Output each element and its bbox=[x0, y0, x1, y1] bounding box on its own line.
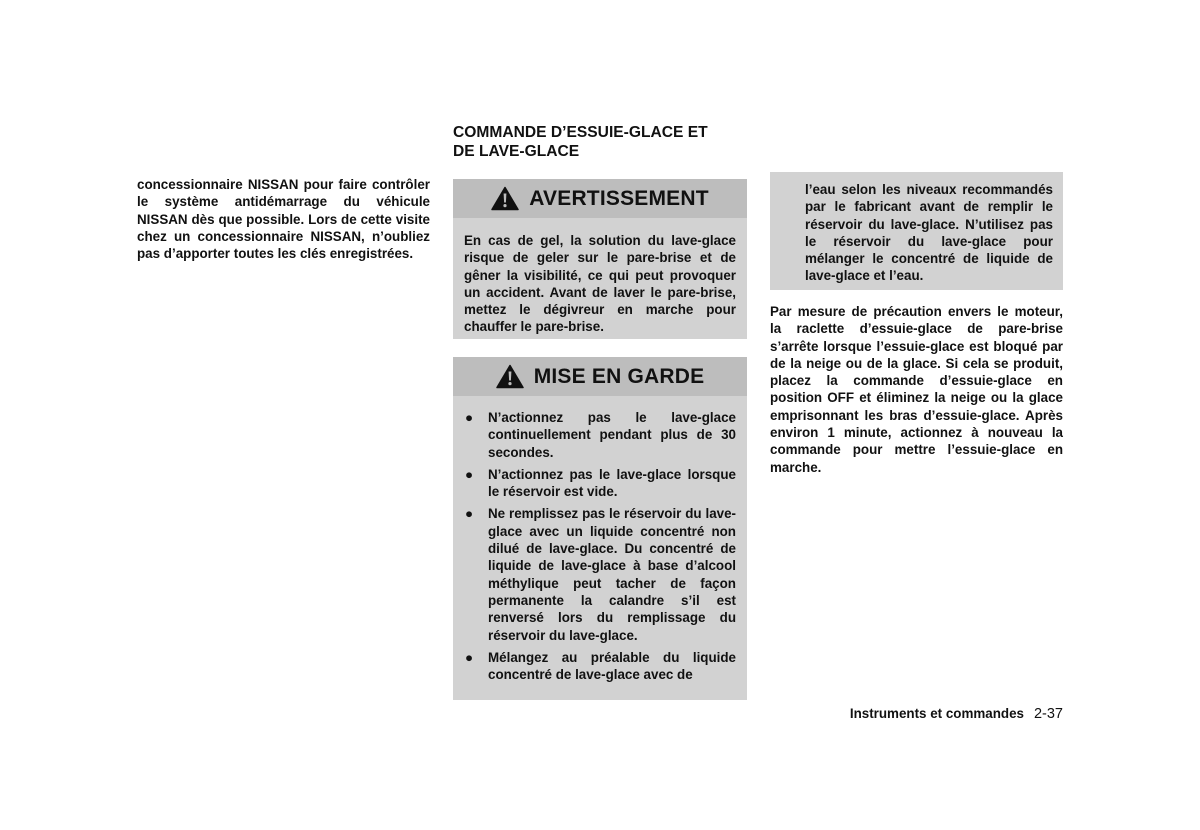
bullet: ● bbox=[465, 410, 474, 425]
warning-text: En cas de gel, la solution du lave-glace risque de geler sur le pare-brise et de gêner la visibilité, ce qui peut provoquer un accident. Avant de laver le pare-brise, mettez le dégivreur en marche pour chauffer le pare-brise. bbox=[464, 233, 736, 335]
bullet: ● bbox=[465, 466, 474, 482]
page-footer bbox=[800, 705, 1063, 723]
caution-item-text: Mélangez au préalable du liquide concentré de lave-glace avec de bbox=[488, 649, 736, 683]
caution-list-item bbox=[464, 505, 736, 643]
warning-title: AVERTISSEMENT bbox=[529, 186, 709, 210]
caution-title: MISE EN GARDE bbox=[533, 364, 705, 388]
warning-box bbox=[453, 179, 747, 339]
footer-section-title: Instruments et commandes bbox=[849, 706, 1024, 721]
warning-triangle-icon bbox=[496, 364, 524, 389]
page-number: 2-37 bbox=[1033, 706, 1063, 722]
bullet: ● bbox=[465, 506, 474, 522]
caution-item-text: Ne remplissez pas le réservoir du lave-glace avec un liquide concentré non dilué de lave-glace. Du concentré de liquide de lave-glace à base d’alcool méthylique peut tacher de façon permanente la calandre s’il est renversé lors du remplissage du réservoir du lave-glace. bbox=[488, 506, 736, 643]
caution-item-text: N’actionnez pas le lave-glace lorsque le réservoir est vide. bbox=[488, 466, 736, 500]
caution-list bbox=[464, 409, 736, 688]
caution-list-item bbox=[464, 409, 736, 461]
bullet: ● bbox=[465, 649, 474, 665]
warning-box-header bbox=[453, 179, 747, 218]
caution-continued-text: l’eau selon les niveaux recommandés par le fabricant avant de remplir le réservoir du lave-glace. N’utilisez pas le réservoir du lave-glace pour mélanger le concentré de liquide de lave-glace et l’eau. bbox=[805, 182, 1053, 284]
caution-list-item bbox=[464, 649, 736, 684]
section-heading bbox=[453, 124, 753, 161]
right-column-paragraph: Par mesure de précaution envers le moteur, la raclette d’essuie-glace de pare-brise s’arrête lorsque l’essuie-glace est bloqué par de la neige ou de la glace. Si cela se produit, placez la commande d’essuie-glace en position OFF et éliminez la neige ou la glace emprisonnant les bras d’essuie-glace. Après environ 1 minute, actionnez à nouveau la commande pour mettre l’essuie-glace en marche. bbox=[770, 304, 1063, 475]
caution-continued-box bbox=[770, 172, 1063, 290]
caution-item-text: N’actionnez pas le lave-glace continuellement pendant plus de 30 secondes. bbox=[488, 410, 736, 460]
caution-box-header bbox=[453, 357, 747, 396]
left-column-paragraph: concessionnaire NISSAN pour faire contrôler le système antidémarrage du véhicule NISSAN dès que possible. Lors de cette visite chez un concessionnaire NISSAN, n’oubliez pas d’apporter toutes les clés enregistrées. bbox=[137, 177, 430, 262]
section-heading-line1: COMMANDE D’ESSUIE-GLACE ET bbox=[453, 124, 708, 141]
section-heading-line2: DE LAVE-GLACE bbox=[453, 142, 580, 160]
warning-triangle-icon bbox=[491, 186, 519, 211]
caution-box bbox=[453, 357, 747, 700]
caution-list-item bbox=[464, 466, 736, 501]
